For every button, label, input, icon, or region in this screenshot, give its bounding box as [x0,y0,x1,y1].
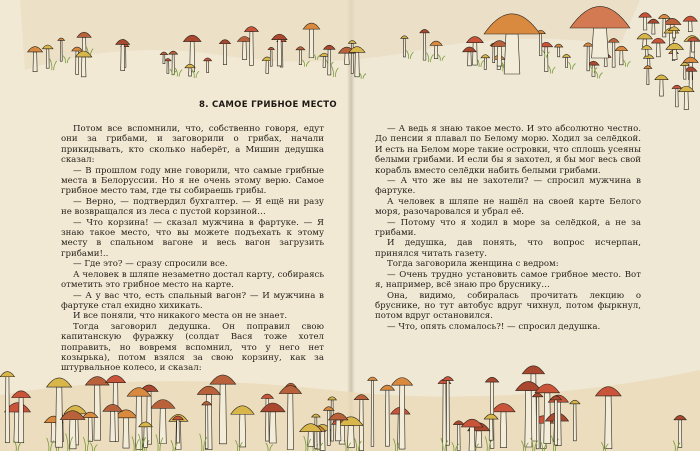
paragraph: — В прошлом году мне говорили, что самые грибные места в Белоруссии. Но я не очень этому верю. Самое грибное место там, где ты собираешь грибы. [61,165,324,197]
paragraph: Потом все вспомнили, что, собственно говоря, едут они за грибами, и заговорили о грибах, начали прикидывать, кто сколько наберёт, а Мишин дедушка сказал: [61,124,324,166]
paragraph: И дедушка, дав понять, что вопрос исчерпан, принялся читать газету. [375,238,641,259]
mushroom [641,45,652,56]
paragraph: — Где это? — сразу спросили все. [73,259,228,270]
top-mushroom-band [20,0,640,79]
paragraph: И все поняли, что никакого места он не знает. [73,311,288,322]
paragraph: Тогда заговорила женщина с ведром: [387,259,559,270]
left-text-column [61,124,324,374]
paragraph: — Верно, — подтвердил бухгалтер. — Я ещё ни разу не возвращался из леса с пустой корзиной… [61,196,324,218]
mushroom [683,16,697,31]
chapter-title: 8. САМОЕ ГРИБНОЕ МЕСТО [199,100,337,110]
paragraph: — Очень трудно установить самое грибное место. Вот я, например, всё знаю про бруснику… [375,269,641,291]
mushroom [160,52,168,64]
mushroom [204,58,212,72]
mushroom [687,37,698,52]
paragraph: — А ведь я знаю такое место. И это абсолютно честно. До пенсии я плавал по Белому морю. Ходил за селёдкой. И есть на Белом море такие островки, что сплошь усеяны белыми грибами. И если бы я захотел, я бы мог весь свой корабль вместо селёдки набить белыми грибами. [375,124,641,176]
paragraph: — А у вас что, есть спальный вагон? — И мужчина в фартуке стал ехидно хихикать. [61,290,324,311]
mushroom [644,66,652,85]
paragraph: — Что корзина! — сказал мужчина в фартуке. — Я знаю такое место, что вы можете подъехать к этому месту в спальном вагоне и весь вагон загрузить грибами!.. [61,217,324,259]
paragraph: — Потому что я ходил в море за селёдкой, а не за грибами. [375,217,641,239]
paragraph: — А что же вы не захотели? — спросил мужчина в фартуке. [375,176,641,197]
paragraph: А человек в шляпе незаметно достал карту, собираясь отметить это грибное место на карте. [61,269,324,291]
mushroom [659,14,670,37]
mushroom [672,85,682,107]
mushroom [563,54,571,67]
mushroom [666,43,683,59]
mushroom [679,86,695,109]
mushroom [165,59,171,74]
mushroom [637,33,652,46]
mushroom [648,19,659,34]
mushroom [116,39,130,70]
right-mushroom-cluster [637,13,700,110]
bottom-mushroom-band [0,366,700,451]
right-text-column [375,124,641,332]
paragraph: — Что, опять сломалось?! — спросил дедушка. [387,321,601,332]
mushroom [615,46,628,65]
mushroom [655,75,668,96]
mushroom [652,38,666,57]
mushroom [555,44,563,57]
paragraph: Тогда заговорил дедушка. Он поправил свою капитанскую фуражку (солдат Вася тоже хотел поправить, но вовремя вспомнил, что у него нет козырька), потом взялся за свою корзину, как за штурвальное колесо, и сказал: [61,321,324,374]
mushroom [72,47,83,74]
paragraph: Она, видимо, собиралась прочитать лекцию о бруснике, но тут автобус вдруг чихнул, потом фыркнул, потом вдруг остановился. [375,290,641,322]
paragraph: А человек в шляпе не нашёл на своей карте Белого моря, разочаровался и убрал её. [375,196,641,218]
